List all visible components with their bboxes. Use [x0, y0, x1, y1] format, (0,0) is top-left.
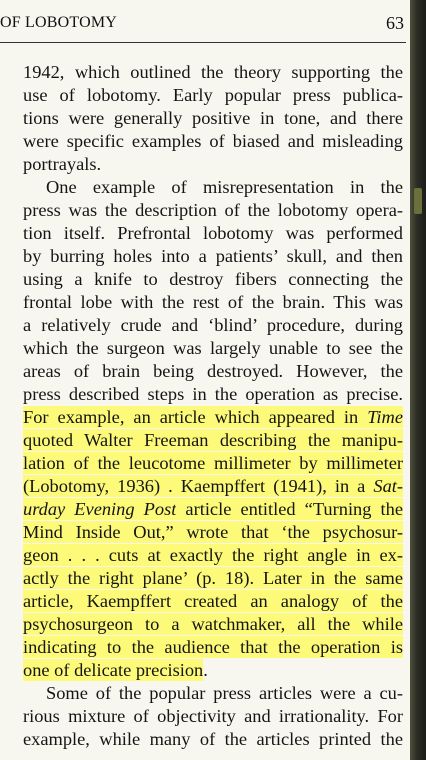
highlighted-line — [23, 544, 403, 567]
page-number: 63 — [386, 13, 404, 33]
text-line: Some of the popular press articles were a cu- — [46, 683, 403, 703]
highlighted-line — [23, 521, 403, 544]
highlighted-text: Mind Inside Out,” wrote that ‘the psychosur- — [23, 522, 403, 542]
highlighted-text: lation of the leucotome millimeter by millimeter — [23, 453, 403, 473]
page-tab-marker — [414, 188, 422, 214]
highlighted-line — [23, 659, 403, 682]
text-line: tion itself. Prefrontal lobotomy was performed — [23, 223, 403, 243]
running-head: OF LOBOTOMY — [0, 14, 118, 31]
text-fragment: . — [203, 660, 208, 680]
text-line: portrayals. — [23, 154, 102, 174]
text-line: a relatively crude and ‘blind’ procedure, during — [23, 315, 403, 335]
text-line: example, while many of the articles printed the — [23, 729, 403, 749]
italic-title: Sat- — [373, 476, 403, 496]
text-line: 1942, which outlined the theory supporting the — [23, 62, 403, 82]
highlighted-text: article, Kaempffert created an analogy of the — [23, 591, 403, 611]
highlighted-text: For example, an article which appeared in — [23, 407, 368, 427]
highlighted-text: psychosurgeon to a watchmaker, all the while — [23, 614, 403, 634]
highlighted-text: indicating to the audience that the operation is — [23, 637, 403, 657]
italic-title: Time — [367, 407, 403, 427]
highlighted-line — [23, 636, 403, 659]
page-edge-shadow — [410, 0, 426, 760]
body-text — [23, 61, 403, 751]
text-line: frontal lobe with the rest of the brain. This was — [23, 292, 403, 312]
text-line: which the surgeon was largely unable to see the — [23, 338, 403, 358]
highlighted-line — [23, 429, 403, 452]
highlighted-line — [23, 452, 403, 475]
highlighted-line — [23, 475, 403, 498]
highlighted-line — [23, 590, 403, 613]
text-line: tions were generally positive in tone, and there — [23, 108, 403, 128]
highlighted-text: actly the right plane’ (p. 18). Later in the same — [23, 568, 403, 588]
text-line: were specific examples of biased and misleading — [23, 131, 403, 151]
highlighted-text: quoted Walter Freeman describing the manipu- — [23, 430, 403, 450]
text-line: use of lobotomy. Early popular press publica- — [23, 85, 403, 105]
text-line: by burring holes into a patients’ skull, and then — [23, 246, 403, 266]
text-line: rious mixture of objectivity and irrationality. For — [23, 706, 403, 726]
text-line: press described steps in the operation as precise. — [23, 384, 403, 404]
highlighted-line — [23, 613, 403, 636]
highlighted-text: one of delicate precision — [23, 660, 204, 680]
text-line: areas of brain being destroyed. However, the — [23, 361, 403, 381]
header-rule — [0, 42, 406, 43]
highlighted-text: (Lobotomy, 1936) . Kaempffert (1941), in a — [23, 476, 374, 496]
highlighted-text: geon . . . cuts at exactly the right angle in ex- — [23, 545, 403, 565]
text-line: using a knife to destroy fibers connecting the — [23, 269, 403, 289]
highlighted-line — [23, 567, 403, 590]
text-line: press was the description of the lobotomy opera- — [23, 200, 403, 220]
italic-title: urday Evening Post — [23, 499, 177, 519]
highlighted-text: article entitled “Turning the — [176, 499, 403, 519]
highlighted-line — [23, 406, 403, 429]
highlighted-line — [23, 498, 403, 521]
text-line: One example of misrepresentation in the — [46, 177, 403, 197]
